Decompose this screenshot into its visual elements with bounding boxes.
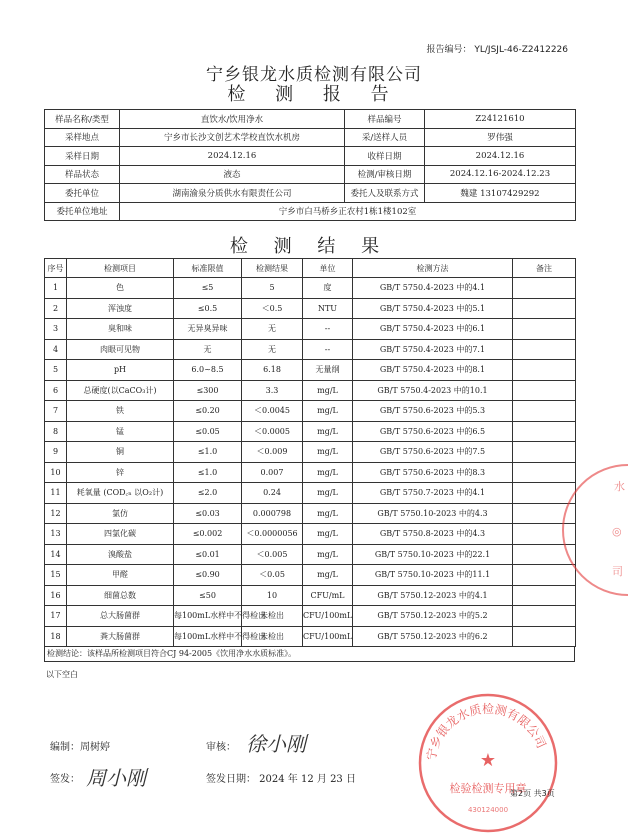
standard-limit: ≤0.05 <box>174 421 242 442</box>
document-title: 检 测 报 告 <box>227 84 401 105</box>
test-method: GB/T 5750.12-2023 中的6.2 <box>353 626 513 647</box>
sample-name-label: 样品名称/类型 <box>45 110 120 129</box>
row-number: 11 <box>45 483 67 504</box>
remark <box>513 380 576 401</box>
test-item: 铜 <box>67 442 174 463</box>
svg-text:水: 水 <box>614 480 625 493</box>
client-address-value: 宁乡市白马桥乡正农村1栋1楼102室 <box>120 202 576 221</box>
client-value: 湖南渝泉分质供水有限责任公司 <box>120 184 345 203</box>
row-number: 10 <box>45 462 67 483</box>
unit: CFU/100mL <box>303 606 353 627</box>
test-item: 细菌总数 <box>67 585 174 606</box>
test-method: GB/T 5750.10-2023 中的4.3 <box>353 503 513 524</box>
svg-text:★: ★ <box>479 750 497 771</box>
standard-limit: ≤1.0 <box>174 462 242 483</box>
test-result: 6.18 <box>242 360 303 381</box>
results-header-row <box>45 259 576 278</box>
sample-no-value: Z24121610 <box>425 110 576 129</box>
remark <box>513 606 576 627</box>
standard-limit: ≤0.5 <box>174 298 242 319</box>
standard-limit: 6.0~8.5 <box>174 360 242 381</box>
sample-date-label: 采样日期 <box>45 147 120 166</box>
column-header: 检测结果 <box>242 259 303 278</box>
test-result: ＜0.009 <box>242 442 303 463</box>
row-number: 6 <box>45 380 67 401</box>
unit: 度 <box>303 278 353 299</box>
standard-limit: 每100mL水样中不得检出 <box>174 626 242 647</box>
seal-number: 430124000 <box>467 806 509 814</box>
remark <box>513 483 576 504</box>
unit: CFU/mL <box>303 585 353 606</box>
table-row <box>45 339 576 360</box>
test-result: ＜0.0045 <box>242 401 303 422</box>
company-name: 宁乡银龙水质检测有限公司 <box>206 65 422 85</box>
test-method: GB/T 5750.6-2023 中的8.3 <box>353 462 513 483</box>
unit: mg/L <box>303 442 353 463</box>
column-header: 标准限值 <box>174 259 242 278</box>
contact-label: 委托人及联系方式 <box>345 184 425 203</box>
unit: mg/L <box>303 483 353 504</box>
test-result: 10 <box>242 585 303 606</box>
location-value: 宁乡市长沙文创艺术学校直饮水机房 <box>120 128 345 147</box>
sampler-value: 罗伟强 <box>425 128 576 147</box>
test-result: 未检出 <box>242 606 303 627</box>
test-item: 肉眼可见物 <box>67 339 174 360</box>
standard-limit: ≤0.002 <box>174 524 242 545</box>
standard-limit: ≤0.20 <box>174 401 242 422</box>
standard-limit: 每100mL水样中不得检出 <box>174 606 242 627</box>
row-number: 18 <box>45 626 67 647</box>
test-item: 总硬度(以CaCO₃计) <box>67 380 174 401</box>
table-row <box>45 298 576 319</box>
editor-signature: 编制：周树婷 <box>50 742 110 753</box>
unit: mg/L <box>303 380 353 401</box>
blank-below-note: 以下空白 <box>46 670 78 679</box>
remark <box>513 565 576 586</box>
column-header: 单位 <box>303 259 353 278</box>
report-number: 报告编号： YL/JSJL-46-Z2412226 <box>426 45 568 55</box>
column-header: 序号 <box>45 259 67 278</box>
test-method: GB/T 5750.10-2023 中的22.1 <box>353 544 513 565</box>
test-method: GB/T 5750.12-2023 中的4.1 <box>353 585 513 606</box>
reviewer-label: 审核： <box>206 742 236 753</box>
standard-limit: ≤50 <box>174 585 242 606</box>
row-number: 7 <box>45 401 67 422</box>
official-seal-stamp <box>413 688 563 838</box>
table-row <box>45 524 576 545</box>
test-item: 氯仿 <box>67 503 174 524</box>
test-item: 浑浊度 <box>67 298 174 319</box>
unit: mg/L <box>303 565 353 586</box>
unit: mg/L <box>303 544 353 565</box>
standard-limit: ≤0.03 <box>174 503 242 524</box>
row-number: 14 <box>45 544 67 565</box>
perforation-seal-fragment <box>600 460 628 600</box>
row-number: 12 <box>45 503 67 524</box>
table-row <box>45 442 576 463</box>
test-method: GB/T 5750.4-2023 中的10.1 <box>353 380 513 401</box>
svg-text:司: 司 <box>612 565 623 578</box>
unit: mg/L <box>303 462 353 483</box>
issue-date: 签发日期： 2024 年 12 月 23 日 <box>206 774 356 785</box>
test-item: 耗氧量 (COD꜀ₙ 以O₂计) <box>67 483 174 504</box>
test-method: GB/T 5750.10-2023 中的11.1 <box>353 565 513 586</box>
unit: mg/L <box>303 524 353 545</box>
test-result: ＜0.005 <box>242 544 303 565</box>
client-label: 委托单位 <box>45 184 120 203</box>
seal-ring-text: 宁乡银龙水质检测有限公司 <box>424 701 549 762</box>
test-result: 无 <box>242 339 303 360</box>
remark <box>513 278 576 299</box>
test-method: GB/T 5750.12-2023 中的5.2 <box>353 606 513 627</box>
standard-limit: ≤0.01 <box>174 544 242 565</box>
remark <box>513 360 576 381</box>
sample-date-value: 2024.12.16 <box>120 147 345 166</box>
svg-text:◎: ◎ <box>612 525 622 538</box>
test-item: 锰 <box>67 421 174 442</box>
unit: NTU <box>303 298 353 319</box>
sample-no-label: 样品编号 <box>345 110 425 129</box>
remark <box>513 626 576 647</box>
table-row <box>45 421 576 442</box>
test-item: 四氯化碳 <box>67 524 174 545</box>
test-result: ＜0.5 <box>242 298 303 319</box>
table-row <box>45 462 576 483</box>
table-row <box>45 544 576 565</box>
test-method: GB/T 5750.7-2023 中的4.1 <box>353 483 513 504</box>
table-row <box>45 380 576 401</box>
row-number: 5 <box>45 360 67 381</box>
unit: mg/L <box>303 421 353 442</box>
receive-date-label: 收样日期 <box>345 147 425 166</box>
table-row <box>45 360 576 381</box>
test-method: GB/T 5750.4-2023 中的6.1 <box>353 319 513 340</box>
standard-limit: ≤5 <box>174 278 242 299</box>
test-method: GB/T 5750.4-2023 中的8.1 <box>353 360 513 381</box>
page-number: 第2页 共3页 <box>510 789 555 798</box>
test-result: ＜0.0000056 <box>242 524 303 545</box>
row-number: 15 <box>45 565 67 586</box>
table-row <box>45 585 576 606</box>
test-result: ＜0.05 <box>242 565 303 586</box>
table-row <box>45 319 576 340</box>
remark <box>513 585 576 606</box>
test-method: GB/T 5750.6-2023 中的7.5 <box>353 442 513 463</box>
test-method: GB/T 5750.8-2023 中的4.3 <box>353 524 513 545</box>
test-result: ＜0.0005 <box>242 421 303 442</box>
remark <box>513 442 576 463</box>
location-label: 采样地点 <box>45 128 120 147</box>
test-item: 甲醛 <box>67 565 174 586</box>
test-item: 锌 <box>67 462 174 483</box>
test-result: 5 <box>242 278 303 299</box>
unit: CFU/100mL <box>303 626 353 647</box>
unit: mg/L <box>303 503 353 524</box>
table-row <box>45 278 576 299</box>
remark <box>513 524 576 545</box>
sampler-label: 采/送样人员 <box>345 128 425 147</box>
row-number: 4 <box>45 339 67 360</box>
row-number: 8 <box>45 421 67 442</box>
test-item: 溴酸盐 <box>67 544 174 565</box>
client-address-label: 委托单位地址 <box>45 202 120 221</box>
row-number: 1 <box>45 278 67 299</box>
test-method: GB/T 5750.4-2023 中的4.1 <box>353 278 513 299</box>
test-result: 0.007 <box>242 462 303 483</box>
test-item: 色 <box>67 278 174 299</box>
unit: 无量纲 <box>303 360 353 381</box>
row-number: 2 <box>45 298 67 319</box>
remark <box>513 462 576 483</box>
contact-value: 魏建 13107429292 <box>425 184 576 203</box>
column-header: 检测方法 <box>353 259 513 278</box>
unit: -- <box>303 319 353 340</box>
test-result: 无 <box>242 319 303 340</box>
test-result: 未检出 <box>242 626 303 647</box>
standard-limit: 无异臭异味 <box>174 319 242 340</box>
table-row <box>45 565 576 586</box>
test-item: 铁 <box>67 401 174 422</box>
test-item: 粪大肠菌群 <box>67 626 174 647</box>
column-header: 检测项目 <box>67 259 174 278</box>
test-item: 臭和味 <box>67 319 174 340</box>
remark <box>513 401 576 422</box>
test-result: 0.24 <box>242 483 303 504</box>
remark <box>513 298 576 319</box>
standard-limit: ≤1.0 <box>174 442 242 463</box>
seal-label: 检验检测专用章 <box>449 782 527 795</box>
test-result: 0.000798 <box>242 503 303 524</box>
test-item: 总大肠菌群 <box>67 606 174 627</box>
table-row <box>45 401 576 422</box>
results-title: 检 测 结 果 <box>229 236 390 257</box>
test-item: pH <box>67 360 174 381</box>
sample-name-value: 直饮水/饮用净水 <box>120 110 345 129</box>
row-number: 9 <box>45 442 67 463</box>
issuer-handwritten-signature: 周小刚 <box>86 766 146 790</box>
test-method: GB/T 5750.4-2023 中的5.1 <box>353 298 513 319</box>
test-method: GB/T 5750.6-2023 中的6.5 <box>353 421 513 442</box>
standard-limit: ≤0.90 <box>174 565 242 586</box>
standard-limit: ≤2.0 <box>174 483 242 504</box>
state-value: 液态 <box>120 165 345 184</box>
row-number: 13 <box>45 524 67 545</box>
test-method: GB/T 5750.6-2023 中的5.3 <box>353 401 513 422</box>
test-method: GB/T 5750.4-2023 中的7.1 <box>353 339 513 360</box>
standard-limit: 无 <box>174 339 242 360</box>
unit: -- <box>303 339 353 360</box>
column-header: 备注 <box>513 259 576 278</box>
test-date-value: 2024.12.16-2024.12.23 <box>425 165 576 184</box>
table-row <box>45 503 576 524</box>
receive-date-value: 2024.12.16 <box>425 147 576 166</box>
conclusion-text: 检测结论：该样品所检测项目符合CJ 94-2005《饮用净水水质标准》。 <box>44 646 575 662</box>
remark <box>513 421 576 442</box>
table-row <box>45 483 576 504</box>
table-row <box>45 626 576 647</box>
remark <box>513 339 576 360</box>
results-table <box>44 258 576 647</box>
standard-limit: ≤300 <box>174 380 242 401</box>
row-number: 17 <box>45 606 67 627</box>
test-date-label: 检测/审核日期 <box>345 165 425 184</box>
state-label: 样品状态 <box>45 165 120 184</box>
reviewer-handwritten-signature: 徐小刚 <box>246 732 306 756</box>
unit: mg/L <box>303 401 353 422</box>
row-number: 3 <box>45 319 67 340</box>
table-row <box>45 606 576 627</box>
remark <box>513 319 576 340</box>
issuer-label: 签发： <box>50 774 80 785</box>
row-number: 16 <box>45 585 67 606</box>
sample-info-table <box>44 109 576 221</box>
test-result: 3.3 <box>242 380 303 401</box>
